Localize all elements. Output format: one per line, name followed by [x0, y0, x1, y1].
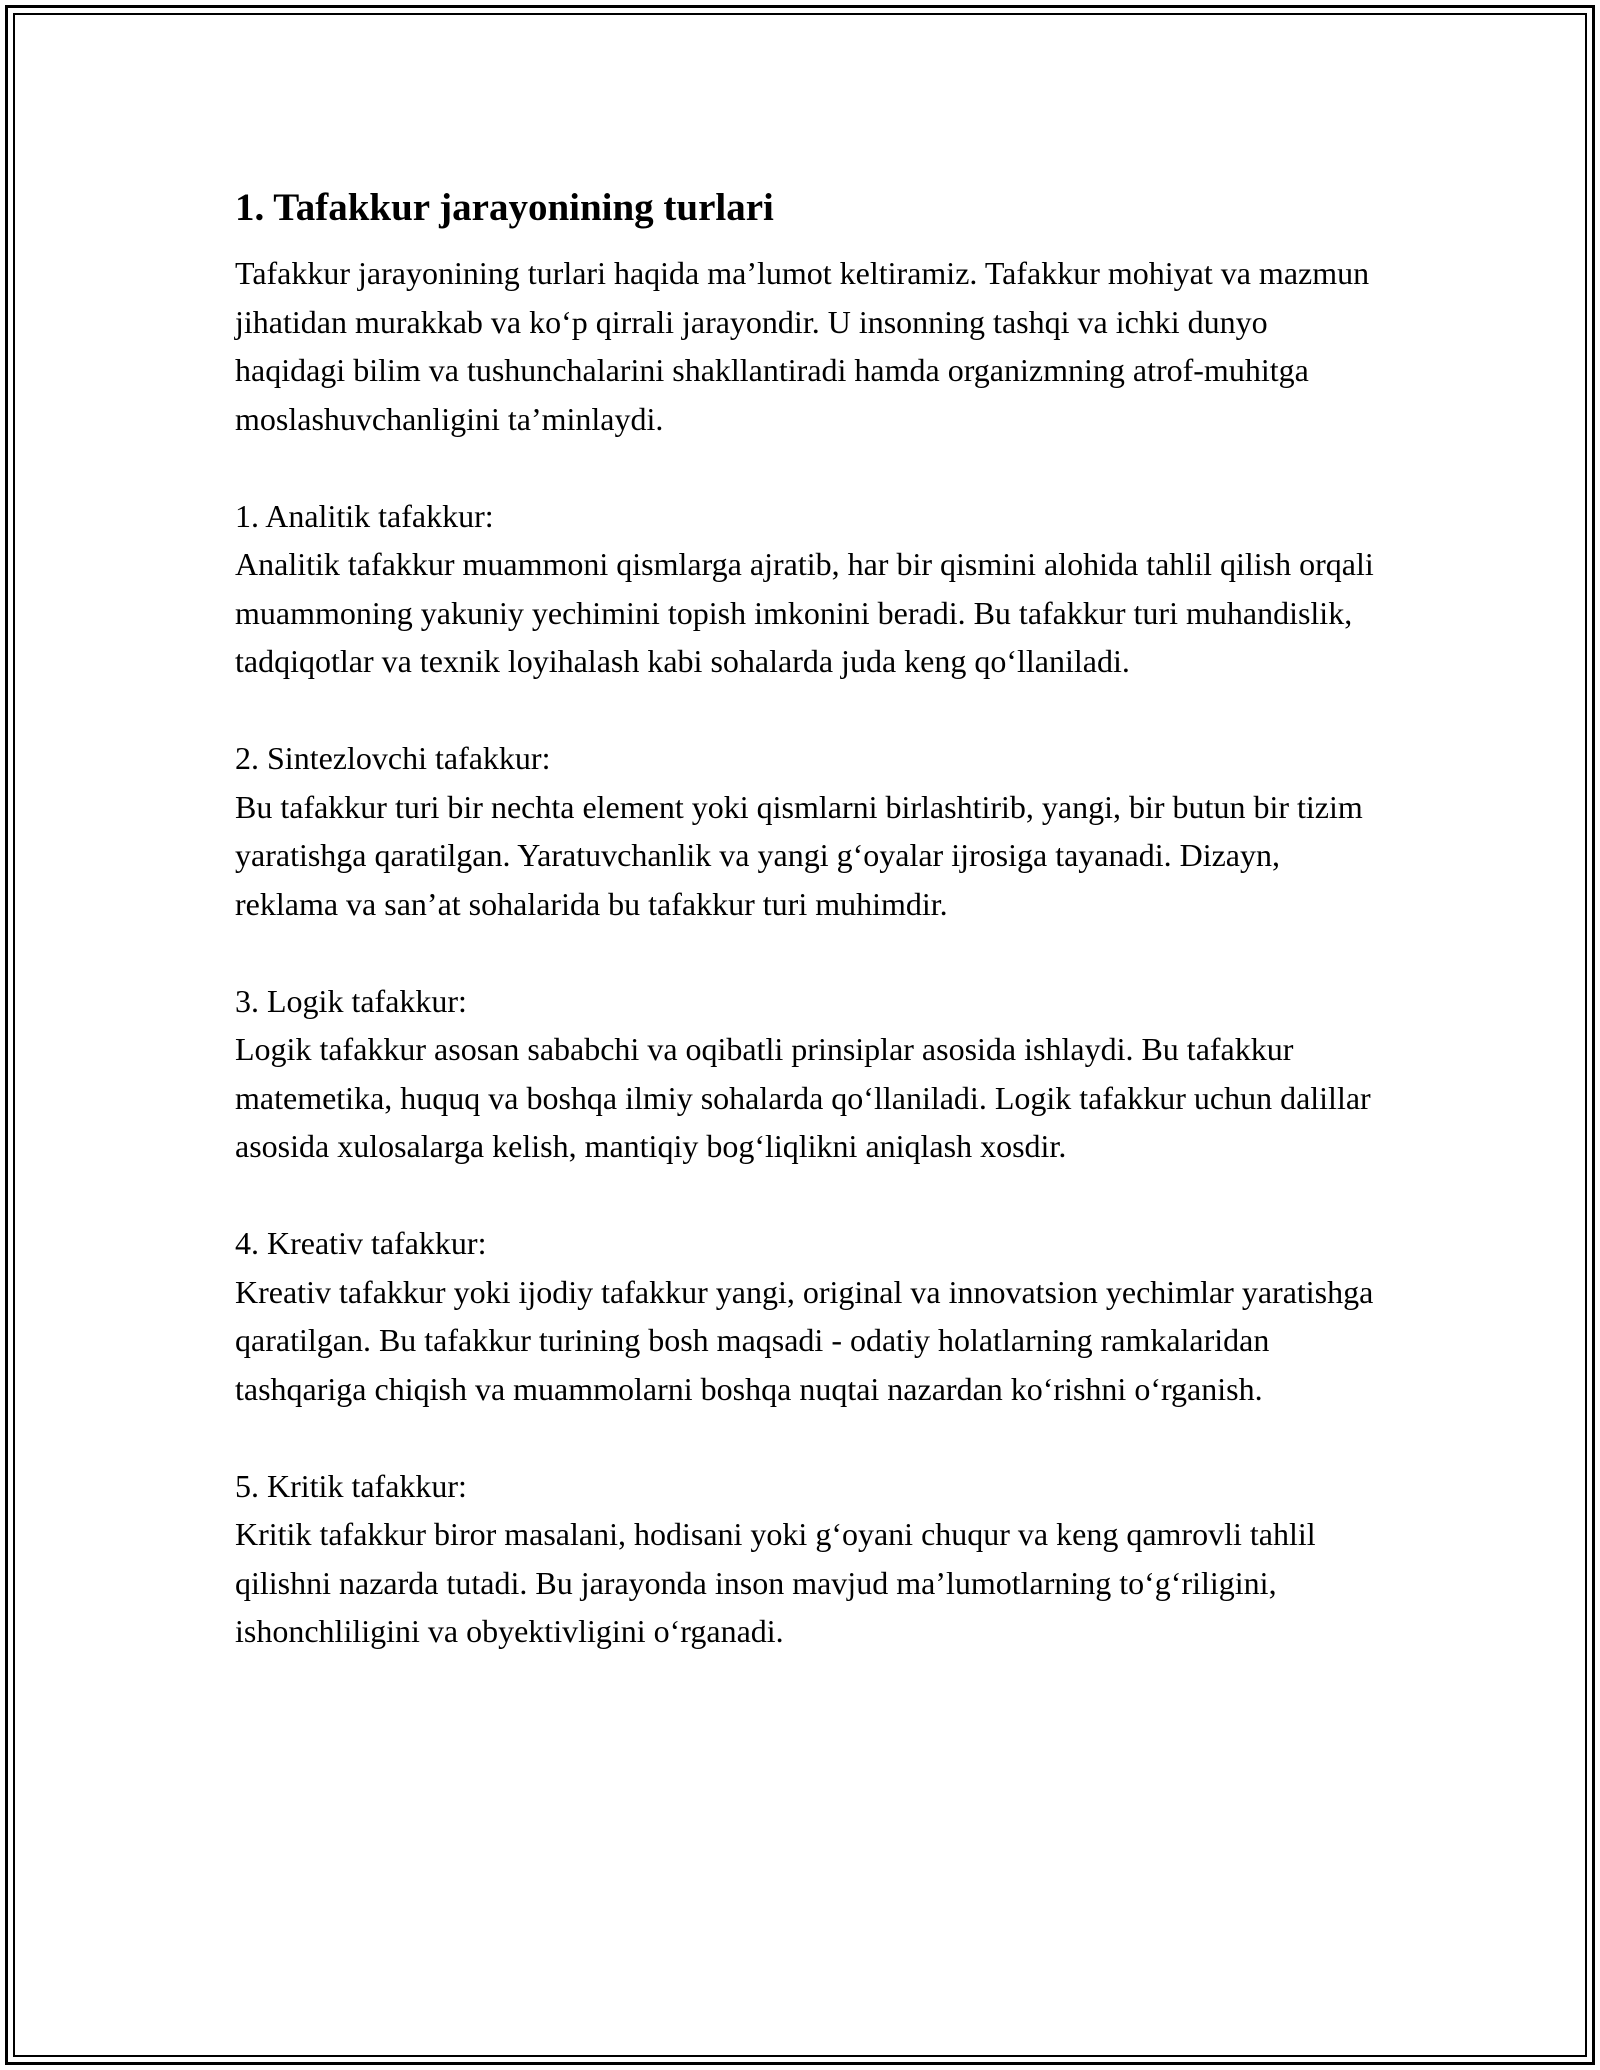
section-body: Kreativ tafakkur yoki ijodiy tafakkur yangi, original va innovatsion yechimlar yaratishga qaratilgan. Bu tafakkur turining bosh maqsadi - odatiy holatlarning ramkalaridan tashqariga chiqish va muammolarni boshqa nuqtai nazardan ko‘rishni o‘rganish. [235, 1273, 1374, 1407]
section-body: Logik tafakkur asosan sababchi va oqibatli prinsiplar asosida ishlaydi. Bu tafakkur matemetika, huquq va boshqa ilmiy sohalarda qo‘llaniladi. Logik tafakkur uchun dalillar asosida xulosalarga kelish, mantiqiy bog‘liqlikni aniqlash xosdir. [235, 1031, 1371, 1164]
section-title: 5. Kritik tafakkur: [235, 1467, 467, 1504]
section-title: 2. Sintezlovchi tafakkur: [235, 740, 551, 776]
section-body: Kritik tafakkur biror masalani, hodisani yoki g‘oyani chuqur va keng qamrovli tahlil qilishni nazarda tutadi. Bu jarayonda inson mavjud ma’lumotlarning to‘g‘riligini, ishonchliligini va obyektivligini o‘rganadi. [235, 1516, 1316, 1649]
intro-paragraph: Tafakkur jarayonining turlari haqida ma’lumot keltiramiz. Tafakkur mohiyat va mazmun jihatidan murakkab va ko‘p qirrali jarayondir. U insonning tashqi va ichki dunyo haqidagi bilim va tushunchalarini shakllantiradi hamda organizmning atrof-muhitga moslashuvchanligini ta’minlaydi. [235, 255, 1370, 437]
section-title: 3. Logik tafakkur: [235, 982, 467, 1019]
section-analitik [235, 492, 1385, 686]
section-sintezlovchi [235, 734, 1385, 928]
section-body: Analitik tafakkur muammoni qismlarga ajratib, har bir qismini alohida tahlil qilish orqali muammoning yakuniy yechimini topish imkonini beradi. Bu tafakkur turi muhandislik, tadqiqotlar va texnik loyihalash kabi sohalarda juda keng qo‘llaniladi. [235, 546, 1374, 679]
section-kritik [235, 1462, 1385, 1656]
document-title: 1. Tafakkur jarayonining turlari [235, 186, 774, 229]
section-title: 1. Analitik tafakkur: [235, 497, 494, 534]
section-title: 4. Kreativ tafakkur: [235, 1225, 487, 1261]
section-kreativ [235, 1219, 1385, 1413]
document-body [235, 185, 1385, 1656]
section-logik [235, 977, 1385, 1171]
section-body: Bu tafakkur turi bir nechta element yoki qismlarni birlashtirib, yangi, bir butun bir tizim yaratishga qaratilgan. Yaratuvchanlik va yangi g‘oyalar ijrosiga tayanadi. Dizayn, reklama va san’at sohalarida bu tafakkur turi muhimdir. [235, 788, 1363, 922]
